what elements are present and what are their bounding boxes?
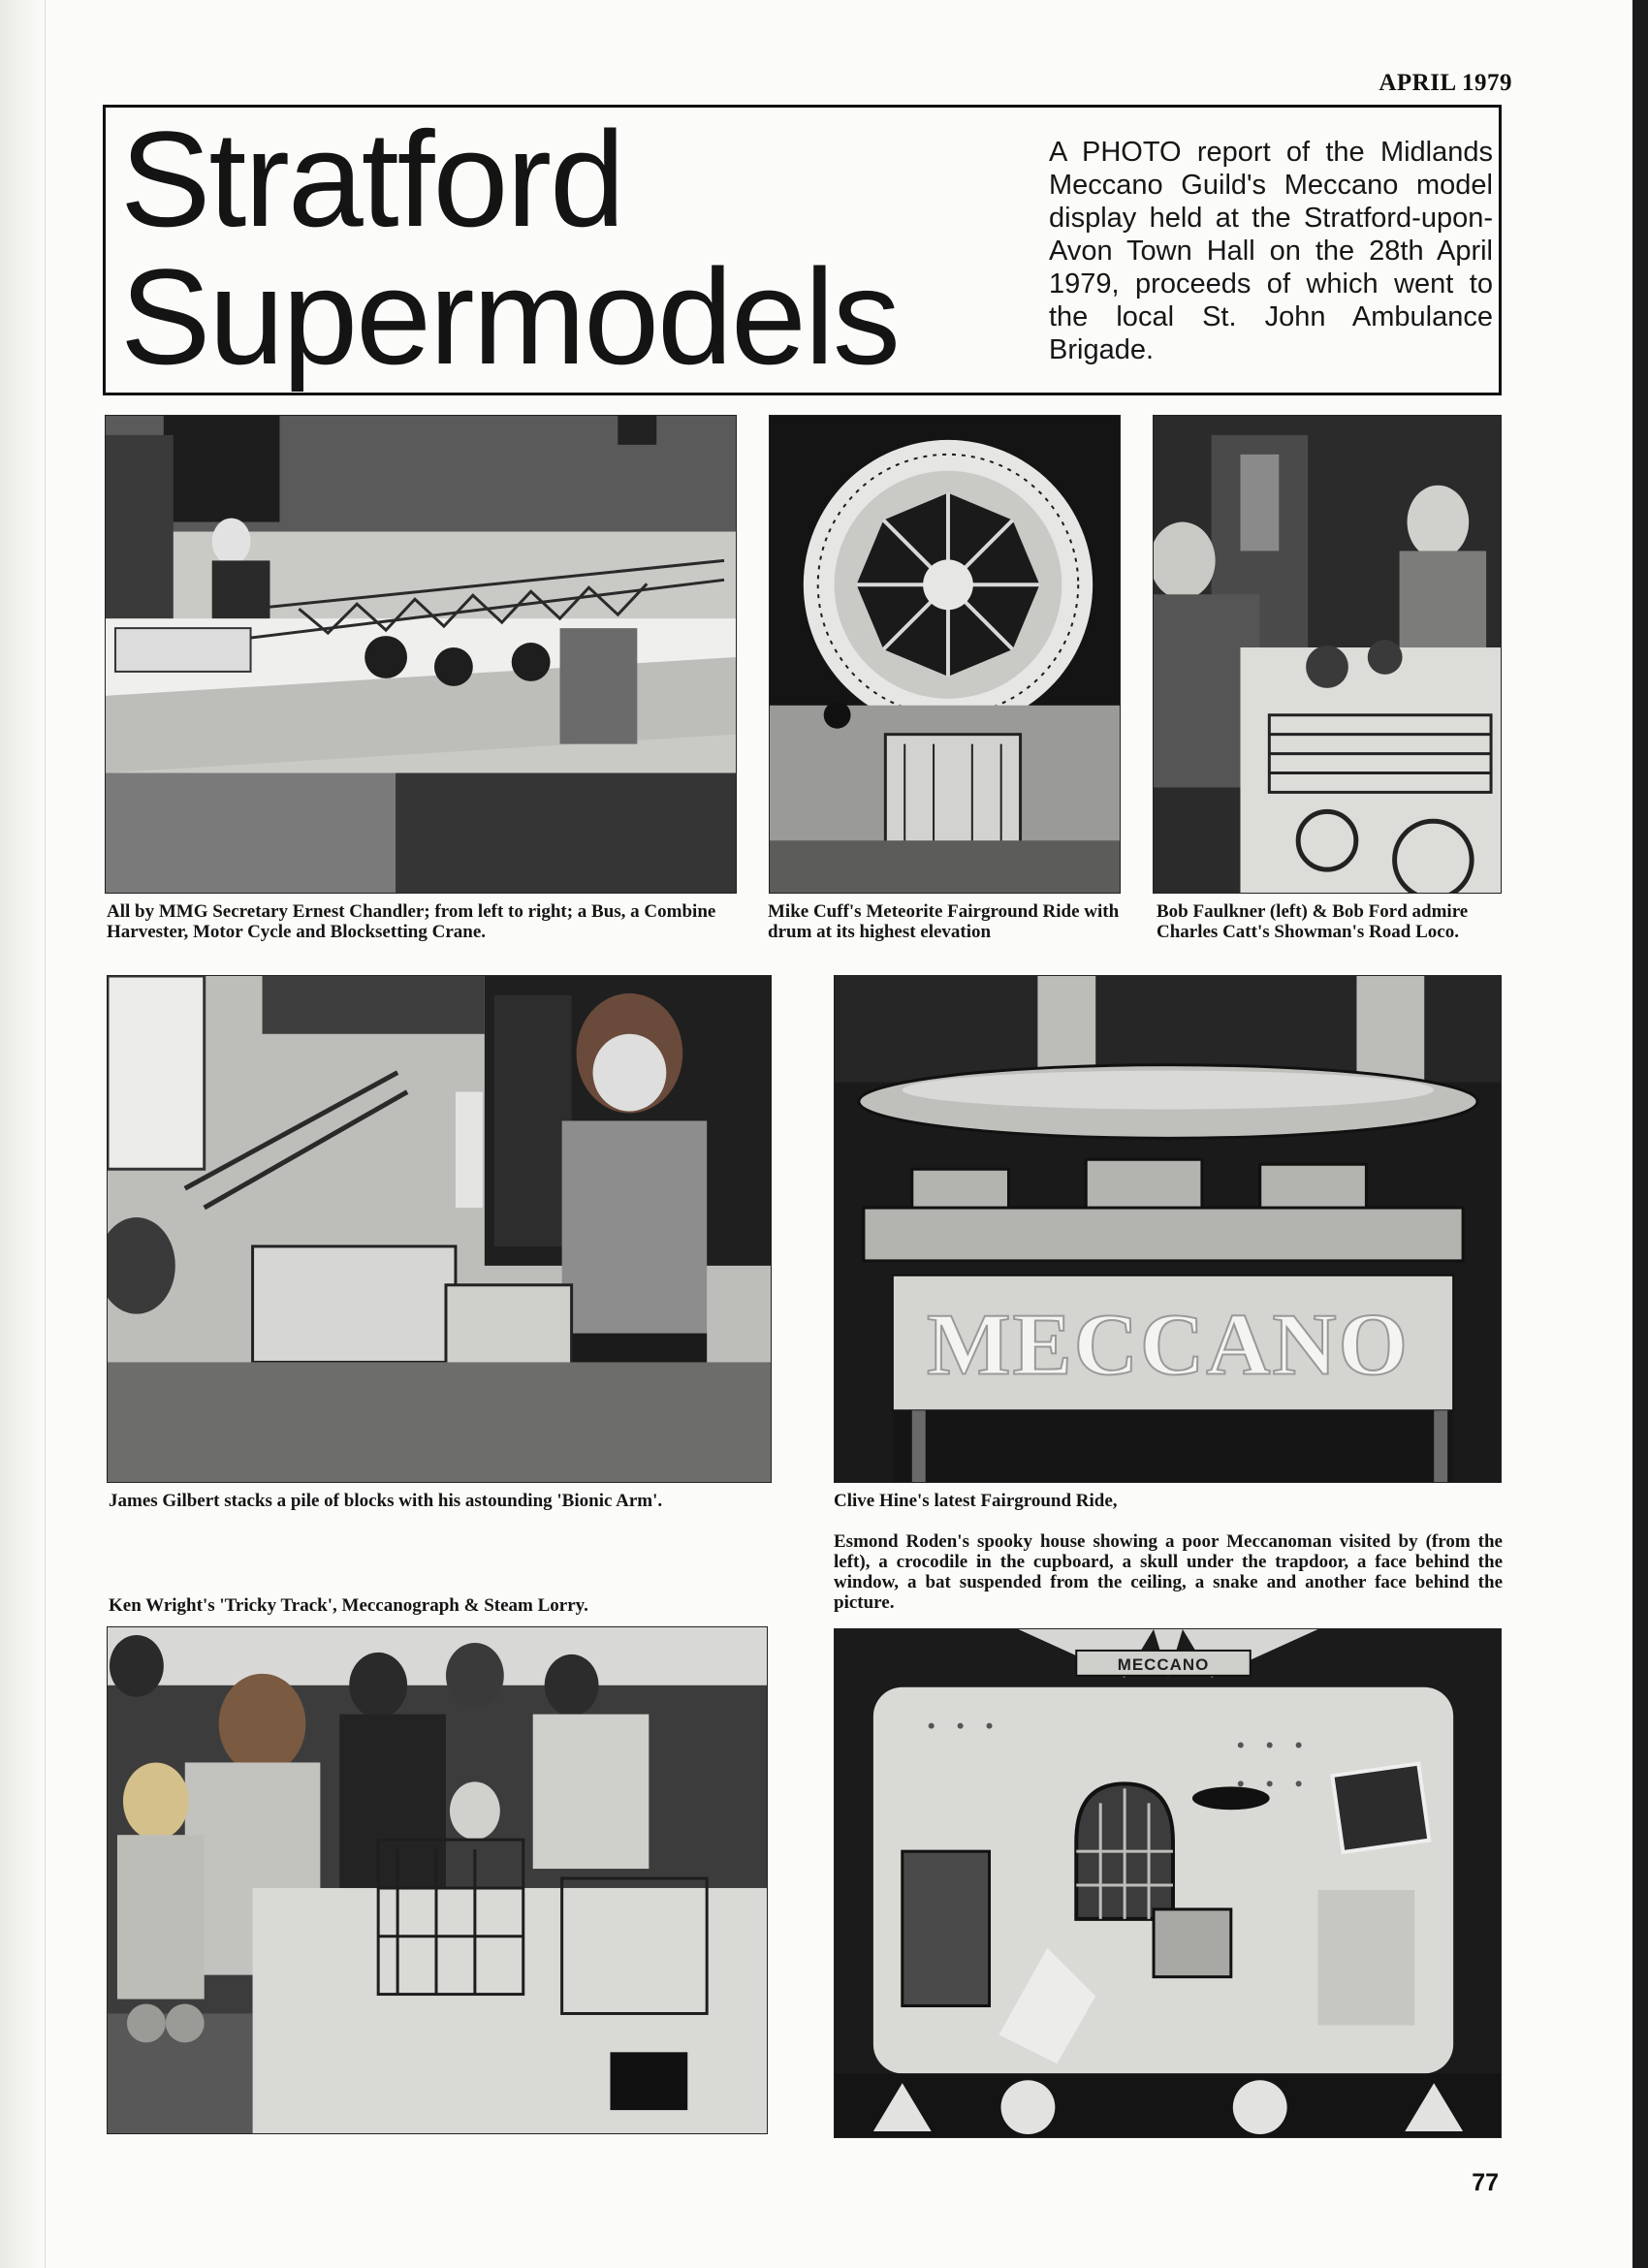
page-binding-edge	[0, 0, 46, 2268]
photo-showmans-road-loco	[1153, 415, 1502, 894]
caption-wright: Ken Wright's 'Tricky Track', Meccanograph & Steam Lorry.	[109, 1595, 588, 1616]
title-line-2: Supermodels	[120, 240, 899, 393]
article-title	[120, 103, 899, 393]
photo-tricky-track	[107, 1626, 768, 2134]
photo-bionic-arm	[107, 975, 772, 1483]
photo-spooky-house	[834, 1628, 1502, 2138]
caption-roden: Esmond Roden's spooky house showing a poor Meccanoman visited by (from the left), a crocodile in the cupboard, a skull under the trapdoor, a face behind the window, a bat suspended from the ceiling, a snake and another face behind the picture.	[834, 1531, 1503, 1613]
caption-cuff: Mike Cuff's Meteorite Fairground Ride with drum at its highest elevation	[768, 901, 1120, 942]
photo-chandler-models	[105, 415, 737, 894]
spooky-house-sign-text: MECCANO	[1117, 1654, 1210, 1674]
article-intro: A PHOTO report of the Midlands Meccano Guild's Meccano model display held at the Stratford-upon-Avon Town Hall on the 28th April 1979, proceeds of which went to the local St. John Ambulance Brigade.	[1049, 137, 1493, 365]
caption-chandler: All by MMG Secretary Ernest Chandler; from left to right; a Bus, a Combine Harvester, Motor Cycle and Blocksetting Crane.	[107, 901, 716, 942]
page-right-edge	[1632, 0, 1648, 2268]
caption-hine: Clive Hine's latest Fairground Ride,	[834, 1491, 1118, 1511]
title-line-1: Stratford	[120, 103, 623, 255]
issue-date: APRIL 1979	[1379, 70, 1512, 96]
photo-meteorite-ride	[769, 415, 1121, 894]
page-number: 77	[1472, 2169, 1499, 2196]
caption-faulkner: Bob Faulkner (left) & Bob Ford admire Charles Catt's Showman's Road Loco.	[1157, 901, 1469, 942]
caption-gilbert: James Gilbert stacks a pile of blocks with his astounding 'Bionic Arm'.	[109, 1491, 663, 1511]
hine-banner-text: MECCANO	[926, 1294, 1410, 1394]
photo-hine-fairground-ride	[834, 975, 1502, 1483]
